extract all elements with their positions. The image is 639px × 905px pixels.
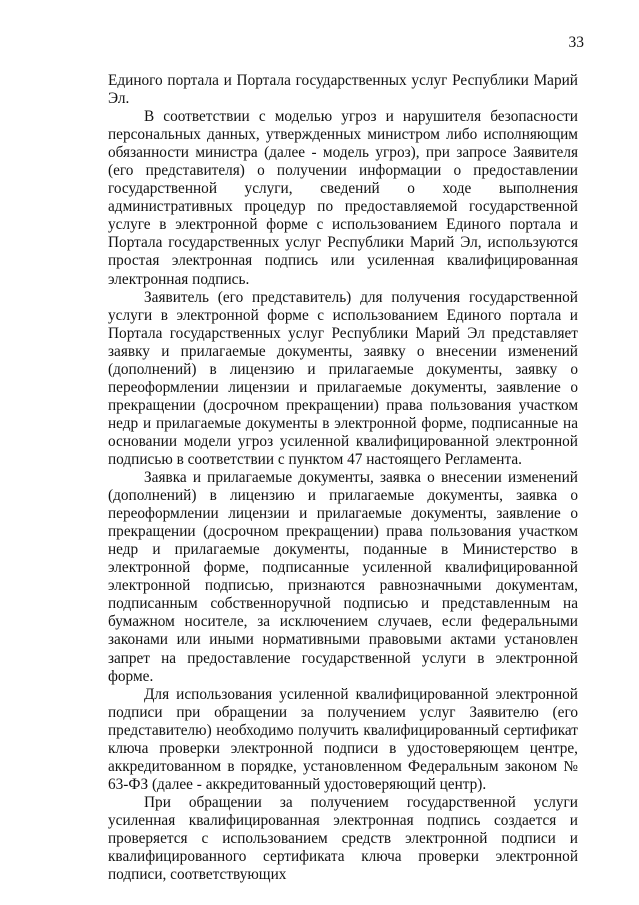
document-body <box>108 72 578 884</box>
paragraph-threat-model: В соответствии с моделью угроз и нарушителя безопасности персональных данных, утвержденных министром либо исполняющим обязанности министра (далее - модель угроз), при запросе Заявителя (его представителя) о получении информации о предоставлении государственной услуги, сведений о ходе выполнения административных процедур по предоставляемой государственной услуге в электронной форме с использованием Единого портала и Портала государственных услуг Республики Марий Эл, используются простая электронная подпись или усиленная квалифицированная электронная подпись. <box>108 108 578 288</box>
page-number: 33 <box>568 34 584 51</box>
paragraph-certificate: Для использования усиленной квалифицированной электронной подписи при обращении за получением услуг Заявителю (его представителю) необходимо получить квалифицированный сертификат ключа проверки электронной подписи в удостоверяющем центре, аккредитованном в порядке, установленном Федеральным законом № 63-ФЗ (далее - аккредитованный удостоверяющий центр). <box>108 685 578 793</box>
paragraph-applicant-submission: Заявитель (его представитель) для получения государственной услуги в электронной форме с использованием Единого портала и Портала государственных услуг Республики Марий Эл представляет заявку и прилагаемые документы, заявку о внесении изменений (дополнений) в лицензию и прилагаемые документы, заявку о переоформлении лицензии и прилагаемые документы, заявление о прекращении (досрочном прекращении) права пользования участком недр и прилагаемые документы в электронной форме, подписанные на основании модели угроз усиленной квалифицированной электронной подписью в соответствии с пунктом 47 настоящего Регламента. <box>108 288 578 468</box>
paragraph-continuation: Единого портала и Портала государственных услуг Республики Марий Эл. <box>108 72 578 108</box>
paragraph-signature-verification: При обращении за получением государственной услуги усиленная квалифицированная электронная подпись создается и проверяется с использованием средств электронной подписи и квалифицированного сертификата ключа проверки электронной подписи, соответствующих <box>108 793 578 884</box>
paragraph-equivalence: Заявка и прилагаемые документы, заявка о внесении изменений (дополнений) в лицензию и прилагаемые документы, заявка о переоформлении лицензии и прилагаемые документы, заявление о прекращении (досрочном прекращении) права пользования участком недр и прилагаемые документы, поданные в Министерство в электронной форме, подписанные усиленной квалифицированной электронной подписью, признаются равнозначными документам, подписанным собственноручной подписью и представленным на бумажном носителе, за исключением случаев, если федеральными законами или иными нормативными правовыми актами установлен запрет на предоставление государственной услуги в электронной форме. <box>108 469 578 685</box>
